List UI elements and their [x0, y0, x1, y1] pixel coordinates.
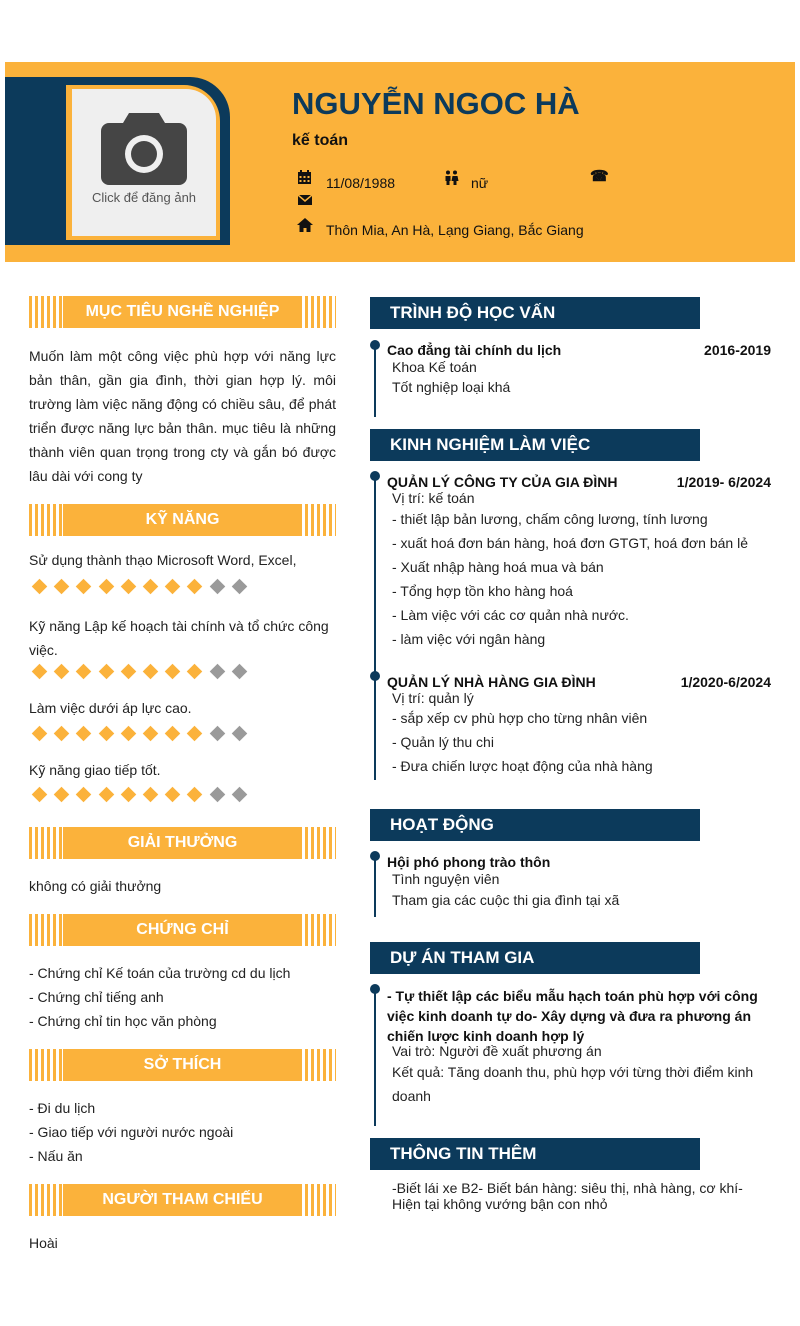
rating-diamond-filled [32, 726, 48, 742]
rating-diamond-filled [98, 726, 114, 742]
list-item: - Nấu ăn [29, 1148, 83, 1164]
rating-diamond-filled [120, 726, 136, 742]
timeline-dot [370, 340, 380, 350]
rating-diamond-filled [32, 664, 48, 680]
rating-diamond-empty [231, 787, 247, 803]
section-heading-hobbies [29, 1049, 336, 1081]
heading-label: KỸ NĂNG [63, 504, 302, 536]
rating-diamond-filled [98, 579, 114, 595]
list-item: - Xuất nhập hàng hoá mua và bán [392, 559, 604, 575]
rating-diamond-filled [54, 726, 70, 742]
rating-diamond-filled [76, 579, 92, 595]
project-title: - Tự thiết lập các biểu mẫu hạch toán phù hợp với công việc kinh doanh tự do- Xây dựng và đưa ra phương án chiến lược kinh doanh hợp lý [387, 988, 758, 1044]
rating-diamond-empty [209, 787, 225, 803]
gender: nữ [471, 175, 489, 191]
list-item: - Đưa chiến lược hoạt động của nhà hàng [392, 758, 653, 774]
list-item: - Chứng chỉ tin học văn phòng [29, 1013, 217, 1029]
section-heading-objective [29, 296, 336, 328]
rating-diamond-filled [165, 579, 181, 595]
heading-label: GIẢI THƯỞNG [63, 827, 302, 859]
rating-diamond-filled [187, 579, 203, 595]
rating-diamond-filled [54, 787, 70, 803]
birthday: 11/08/1988 [326, 175, 396, 191]
education-years: 2016-2019 [704, 342, 771, 358]
section-heading-activities [370, 809, 700, 841]
job-position: Vị trí: kế toán [392, 490, 475, 506]
skill-rating [33, 787, 255, 803]
rating-diamond-empty [231, 664, 247, 680]
rating-diamond-filled [165, 726, 181, 742]
section-heading-awards [29, 827, 336, 859]
job-period: 1/2019- 6/2024 [676, 474, 771, 490]
list-item: - Chứng chỉ tiếng anh [29, 989, 164, 1005]
section-heading-experience [370, 429, 700, 461]
section-heading-extra [370, 1138, 700, 1170]
project-result: Kết quả: Tăng doanh thu, phù hợp với từng thời điểm kinh doanh [392, 1064, 754, 1104]
rating-diamond-empty [209, 664, 225, 680]
candidate-role: kế toán [292, 132, 349, 149]
section-heading-projects [370, 942, 700, 974]
rating-diamond-filled [143, 664, 159, 680]
job-duties [392, 507, 772, 651]
heading-label: HOẠT ĐỘNG [390, 815, 494, 834]
rating-diamond-empty [231, 726, 247, 742]
timeline-dot [370, 671, 380, 681]
list-item: - Quản lý thu chi [392, 734, 494, 750]
skill-label: Sử dụng thành thạo Microsoft Word, Excel, [29, 552, 297, 568]
timeline-dot [370, 851, 380, 861]
certificate-list [29, 961, 336, 1033]
rating-diamond-filled [76, 664, 92, 680]
skill-rating [33, 726, 255, 742]
job-duties [392, 706, 772, 778]
activity-title: Hội phó phong trào thôn [387, 854, 551, 870]
timeline-line [374, 990, 376, 1126]
list-item: - Chứng chỉ Kế toán của trường cd du lịch [29, 965, 291, 981]
timeline-dot [370, 471, 380, 481]
rating-diamond-filled [32, 579, 48, 595]
references-text: Hoài [29, 1235, 58, 1251]
activity-role: Tình nguyện viên [392, 871, 500, 887]
heading-label: THÔNG TIN THÊM [390, 1144, 537, 1163]
rating-diamond-empty [209, 579, 225, 595]
job-title: QUẢN LÝ NHÀ HÀNG GIA ĐÌNH [387, 674, 596, 690]
skill-rating [33, 664, 255, 680]
skill-rating [33, 579, 255, 595]
candidate-name: NGUYỄN NGOC HÀ [292, 86, 580, 121]
list-item: - Tổng hợp tồn kho hàng hoá [392, 583, 573, 599]
rating-diamond-filled [143, 726, 159, 742]
gender-icon [444, 170, 459, 185]
education-major: Khoa Kế toán [392, 359, 477, 375]
list-item: - sắp xếp cv phù hợp cho từng nhân viên [392, 710, 648, 726]
rating-diamond-filled [120, 579, 136, 595]
camera-icon[interactable] [101, 111, 187, 185]
rating-diamond-filled [187, 787, 203, 803]
section-heading-education [370, 297, 700, 329]
heading-label: MỤC TIÊU NGHỀ NGHIỆP [63, 296, 302, 328]
awards-text: không có giải thưởng [29, 878, 162, 894]
list-item: - Giao tiếp với người nước ngoài [29, 1124, 234, 1140]
rating-diamond-filled [165, 787, 181, 803]
list-item: - thiết lập bản lương, chấm công lương, tính lương [392, 511, 708, 527]
rating-diamond-filled [165, 664, 181, 680]
skill-label: Làm việc dưới áp lực cao. [29, 700, 192, 716]
timeline-line [374, 857, 376, 917]
skill-label: Kỹ năng giao tiếp tốt. [29, 762, 161, 778]
section-heading-references [29, 1184, 336, 1216]
rating-diamond-filled [187, 726, 203, 742]
rating-diamond-filled [143, 787, 159, 803]
rating-diamond-empty [209, 726, 225, 742]
list-item: - Làm việc với các cơ quản nhà nước. [392, 607, 629, 623]
hobby-list [29, 1096, 336, 1168]
job-period: 1/2020-6/2024 [680, 674, 771, 690]
rating-diamond-filled [54, 579, 70, 595]
rating-diamond-filled [120, 787, 136, 803]
timeline-dot [370, 984, 380, 994]
heading-label: TRÌNH ĐỘ HỌC VẤN [390, 303, 556, 322]
skill-label: Kỹ năng Lập kế hoạch tài chính và tổ chức công việc. [29, 618, 329, 658]
calendar-icon [297, 170, 312, 185]
heading-label: NGƯỜI THAM CHIẾU [63, 1184, 302, 1216]
list-item: - Đi du lịch [29, 1100, 96, 1116]
activity-detail: Tham gia các cuộc thi gia đình tại xã [392, 892, 620, 908]
heading-label: KINH NGHIỆM LÀM VIỆC [390, 435, 591, 454]
education-school: Cao đẳng tài chính du lịch [387, 342, 562, 358]
timeline-line [374, 345, 376, 417]
rating-diamond-filled [76, 726, 92, 742]
project-role: Vai trò: Người đề xuất phương án [392, 1043, 602, 1059]
rating-diamond-filled [98, 664, 114, 680]
list-item: - xuất hoá đơn bán hàng, hoá đơn GTGT, hoá đơn bán lẻ [392, 535, 749, 551]
rating-diamond-filled [32, 787, 48, 803]
education-result: Tốt nghiệp loại khá [392, 379, 511, 395]
rating-diamond-filled [98, 787, 114, 803]
section-heading-certificates [29, 914, 336, 946]
timeline-line [374, 478, 376, 780]
extra-text: -Biết lái xe B2- Biết bán hàng: siêu thị, nhà hàng, cơ khí- Hiện tại không vướng bận con nhỏ [392, 1180, 743, 1212]
photo-caption[interactable]: Click để đăng ảnh [91, 190, 197, 205]
home-icon [297, 218, 313, 232]
section-heading-skills [29, 504, 336, 536]
address: Thôn Mia, An Hà, Lạng Giang, Bắc Giang [326, 222, 584, 238]
job-title: QUẢN LÝ CÔNG TY CỦA GIA ĐÌNH [387, 474, 618, 490]
heading-label: DỰ ÁN THAM GIA [390, 948, 535, 967]
rating-diamond-filled [54, 664, 70, 680]
heading-label: CHỨNG CHỈ [63, 914, 302, 946]
objective-text: Muốn làm một công việc phù hợp với năng lực bản thân, gần gia đình, thời gian hợp lý. môi trường làm việc năng động có chiều sâu, để phát triển được năng lực bản thân. mục tiêu là những thành viên quan trọng trong cty và gắn bó được lâu dài với cong ty [29, 348, 336, 484]
rating-diamond-filled [143, 579, 159, 595]
rating-diamond-filled [120, 664, 136, 680]
heading-label: SỞ THÍCH [63, 1049, 302, 1081]
job-position: Vị trí: quản lý [392, 690, 474, 706]
rating-diamond-filled [76, 787, 92, 803]
list-item: - làm việc với ngân hàng [392, 631, 546, 647]
phone-icon: ☎ [590, 168, 609, 185]
rating-diamond-empty [231, 579, 247, 595]
rating-diamond-filled [187, 664, 203, 680]
email-icon [298, 195, 312, 205]
